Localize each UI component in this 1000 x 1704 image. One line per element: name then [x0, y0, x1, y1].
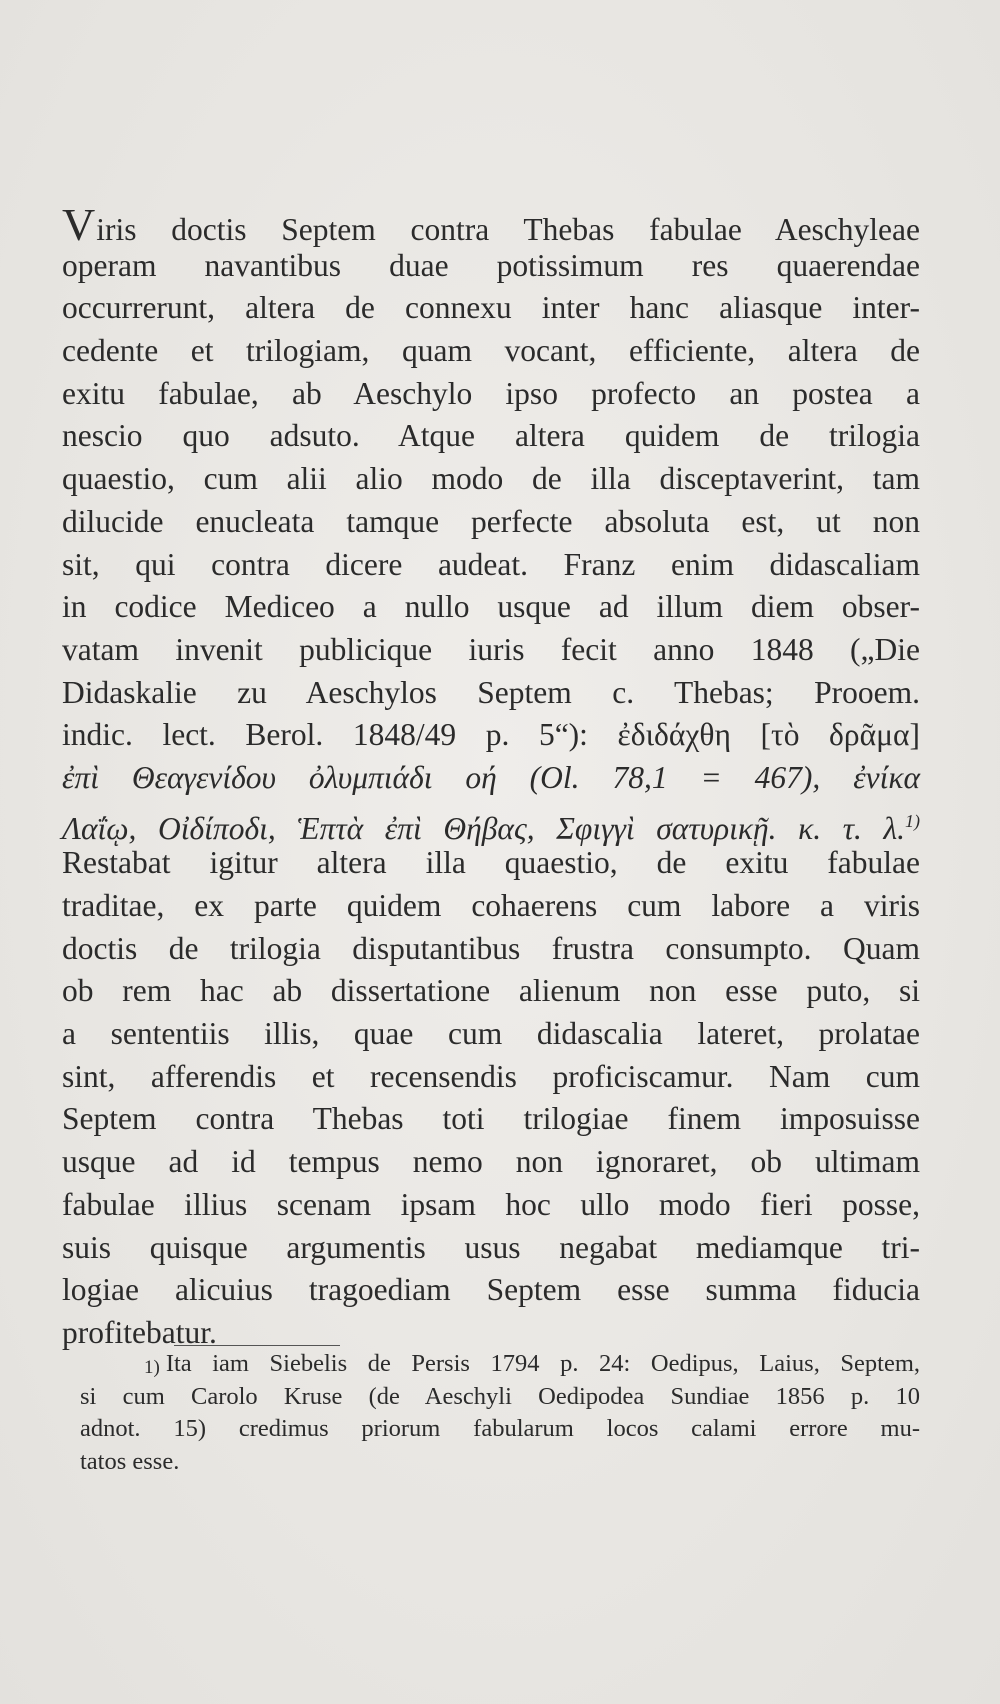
- greek-line-1: ἐπὶ Θεαγενίδου ὀλυμπιάδι οή (Ol. 78,1 = 467), ἐνίκα: [62, 759, 920, 795]
- text-line-17: traditae, ex parte quidem cohaerens cum labore a viris: [62, 888, 920, 923]
- text-line-9: sit, qui contra dicere audeat. Franz enim didascaliam: [62, 546, 920, 582]
- text-line-16: Restabat igitur altera illa quaestio, de exitu fabulae: [62, 845, 920, 881]
- text-line-1: Viris doctis Septem contra Thebas fabulae Aeschyleae: [62, 199, 920, 250]
- footnote-line-1: 1) Ita iam Siebelis de Persis 1794 p. 24: Oedipus, Laius, Septem,: [144, 1350, 920, 1378]
- text-line-21: sint, afferendis et recensendis proficiscamur. Nam cum: [62, 1058, 920, 1094]
- footnote-line-3: adnot. 15) credimus priorum fabularum locos calami errore mu-: [80, 1415, 920, 1442]
- drop-cap: V: [62, 199, 96, 250]
- footnote-divider: [174, 1345, 340, 1346]
- text-line-11: vatam invenit publicique iuris fecit anno 1848 („Die: [62, 631, 920, 667]
- text-line-13: indic. lect. Berol. 1848/49 p. 5“): ἐδιδάχθη [τὸ δρᾶμα]: [62, 717, 920, 753]
- text-line-10: in codice Mediceo a nullo usque ad illum diem obser-: [62, 589, 920, 625]
- greek-line-2: Λαΐῳ, Οἰδίποδι, Ἑπτὰ ἐπὶ Θήβας, Σφιγγὶ σατυρικῇ. κ. τ. λ.$^{1)}$: [62, 810, 920, 846]
- text-line-19: ob rem hac ab dissertatione alienum non esse puto, si: [62, 973, 920, 1009]
- text-line-5: exitu fabulae, ab Aeschylo ipso profecto an postea a: [62, 375, 920, 411]
- main-text: [62, 199, 920, 1355]
- text-line-4: cedente et trilogiam, quam vocant, efficiente, altera de: [62, 333, 920, 369]
- footnote: [80, 1348, 920, 1478]
- footnote-marker: 1): [144, 1357, 160, 1378]
- text-line-7: quaestio, cum alii alio modo de illa disceptaverint, tam: [62, 461, 920, 497]
- text-line-8: dilucide enucleata tamque perfecte absoluta est, ut non: [62, 503, 920, 539]
- text-line-2: operam navantibus duae potissimum res quaerendae: [62, 247, 920, 283]
- footnote-line-4: tatos esse.: [80, 1447, 180, 1475]
- text-line-18: doctis de trilogia disputantibus frustra consumpto. Quam: [62, 930, 920, 966]
- text-line-3: occurrerunt, altera de connexu inter hanc aliasque inter-: [62, 290, 920, 326]
- footnote-reference: 1): [905, 810, 920, 831]
- text-line-12: Didaskalie zu Aeschylos Septem c. Thebas; Prooem.: [62, 674, 920, 710]
- text-line-22: Septem contra Thebas toti trilogiae finem imposuisse: [62, 1101, 920, 1137]
- text-line-26: logiae alicuius tragoediam Septem esse summa fiducia: [62, 1272, 920, 1308]
- text-line-27: profitebatur.: [62, 1314, 217, 1350]
- text-line-24: fabulae illius scenam ipsam hoc ullo modo fieri posse,: [62, 1186, 920, 1222]
- footnote-line-2: si cum Carolo Kruse (de Aeschyli Oedipodea Sundiae 1856 p. 10: [80, 1382, 920, 1410]
- text-line-20: a sententiis illis, quae cum didascalia lateret, prolatae: [62, 1016, 920, 1052]
- text-line-6: nescio quo adsuto. Atque altera quidem de trilogia: [62, 418, 920, 454]
- text-line-23: usque ad id tempus nemo non ignoraret, ob ultimam: [62, 1144, 920, 1180]
- text-line-25: suis quisque argumentis usus negabat mediamque tri-: [62, 1229, 920, 1265]
